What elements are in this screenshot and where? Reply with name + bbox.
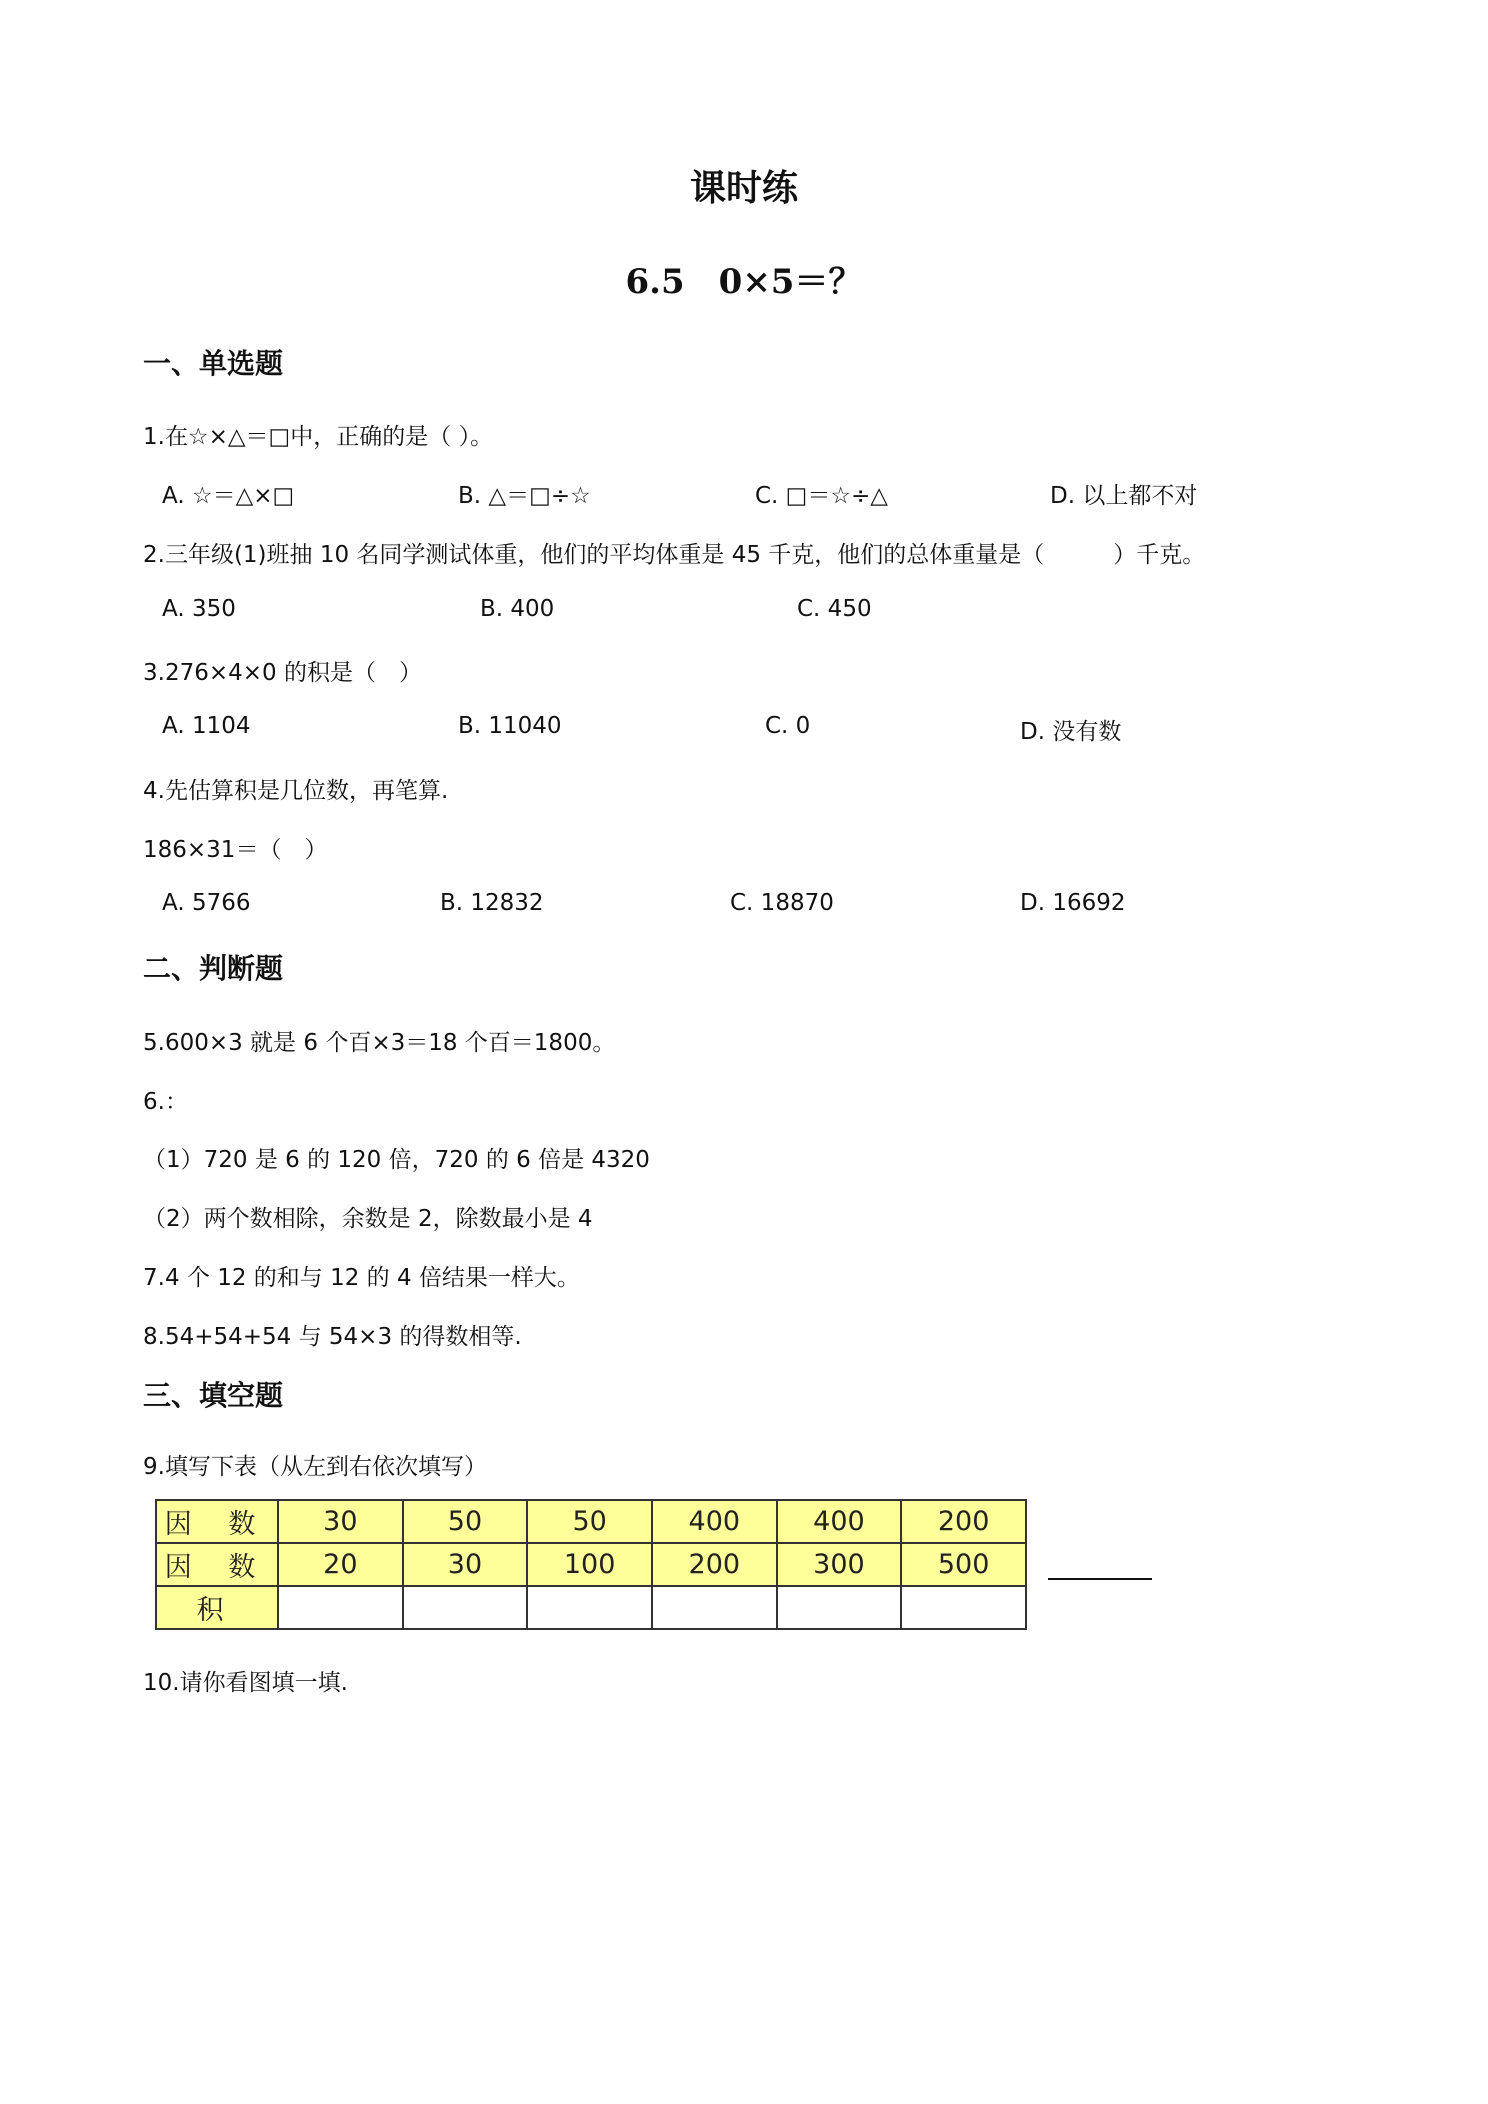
product-answer-cell[interactable] — [901, 1586, 1026, 1629]
q4-option-a[interactable]: A. 5766 — [162, 890, 251, 916]
question-8: 8.54+54+54 与 54×3 的得数相等. — [143, 1324, 522, 1350]
table-cell: 500 — [901, 1543, 1026, 1586]
product-answer-cell[interactable] — [527, 1586, 652, 1629]
table-cell: 50 — [403, 1500, 528, 1543]
product-answer-cell[interactable] — [652, 1586, 777, 1629]
q1-option-b[interactable]: B. △＝□÷☆ — [458, 483, 591, 509]
q3-option-b[interactable]: B. 11040 — [458, 713, 562, 739]
question-9: 9.填写下表（从左到右依次填写） — [143, 1454, 487, 1480]
table-cell: 200 — [901, 1500, 1026, 1543]
question-7: 7.4 个 12 的和与 12 的 4 倍结果一样大。 — [143, 1265, 580, 1291]
question-4-expression: 186×31＝（ ） — [143, 837, 328, 863]
table-cell: 300 — [777, 1543, 902, 1586]
q3-option-d[interactable]: D. 没有数 — [1020, 719, 1122, 745]
question-1: 1.在☆×△＝□中，正确的是（ ）。 — [143, 424, 494, 450]
table-cell: 30 — [278, 1500, 403, 1543]
product-answer-cell[interactable] — [278, 1586, 403, 1629]
q3-option-a[interactable]: A. 1104 — [162, 713, 251, 739]
question-5: 5.600×3 就是 6 个百×3＝18 个百＝1800。 — [143, 1030, 616, 1056]
q2-option-a[interactable]: A. 350 — [162, 596, 236, 622]
product-answer-cell[interactable] — [777, 1586, 902, 1629]
question-3: 3.276×4×0 的积是（ ） — [143, 660, 422, 686]
q3-option-c[interactable]: C. 0 — [765, 713, 811, 739]
table-cell: 400 — [652, 1500, 777, 1543]
question-6: 6.： — [143, 1089, 188, 1115]
table-cell: 50 — [527, 1500, 652, 1543]
section-heading-true-false: 二、判断题 — [143, 952, 284, 985]
row-label-product: 积 — [156, 1586, 278, 1629]
question-4: 4.先估算积是几位数，再笔算. — [143, 778, 449, 804]
factor-product-table — [155, 1499, 1027, 1630]
q1-option-c[interactable]: C. □＝☆÷△ — [755, 483, 888, 509]
q4-option-c[interactable]: C. 18870 — [730, 890, 834, 916]
document-subtitle: 6.5 0×5＝？ — [625, 262, 863, 302]
table-row — [156, 1543, 1026, 1586]
section-heading-single-choice: 一、单选题 — [143, 347, 284, 380]
q1-option-d[interactable]: D. 以上都不对 — [1050, 483, 1198, 509]
answer-blank-line[interactable] — [1048, 1578, 1152, 1580]
q2-option-b[interactable]: B. 400 — [480, 596, 555, 622]
table-cell: 400 — [777, 1500, 902, 1543]
table-cell: 20 — [278, 1543, 403, 1586]
question-6-part-2: （2）两个数相除，余数是 2，除数最小是 4 — [143, 1206, 593, 1232]
table-cell: 200 — [652, 1543, 777, 1586]
q1-option-a[interactable]: A. ☆＝△×□ — [162, 483, 295, 509]
q4-option-b[interactable]: B. 12832 — [440, 890, 544, 916]
q2-option-c[interactable]: C. 450 — [797, 596, 872, 622]
question-6-part-1: （1）720 是 6 的 120 倍，720 的 6 倍是 4320 — [143, 1147, 650, 1173]
row-label-factor-1: 因 数 — [156, 1500, 278, 1543]
table-row — [156, 1500, 1026, 1543]
row-label-factor-2: 因 数 — [156, 1543, 278, 1586]
table-cell: 30 — [403, 1543, 528, 1586]
document-title: 课时练 — [689, 167, 798, 209]
section-heading-fill-blank: 三、填空题 — [143, 1379, 284, 1412]
product-answer-cell[interactable] — [403, 1586, 528, 1629]
table-row — [156, 1586, 1026, 1629]
question-2: 2.三年级(1)班抽 10 名同学测试体重，他们的平均体重是 45 千克，他们的总体重量是（ ）千克。 — [143, 542, 1206, 568]
question-10: 10.请你看图填一填. — [143, 1670, 348, 1696]
q4-option-d[interactable]: D. 16692 — [1020, 890, 1126, 916]
table-cell: 100 — [527, 1543, 652, 1586]
